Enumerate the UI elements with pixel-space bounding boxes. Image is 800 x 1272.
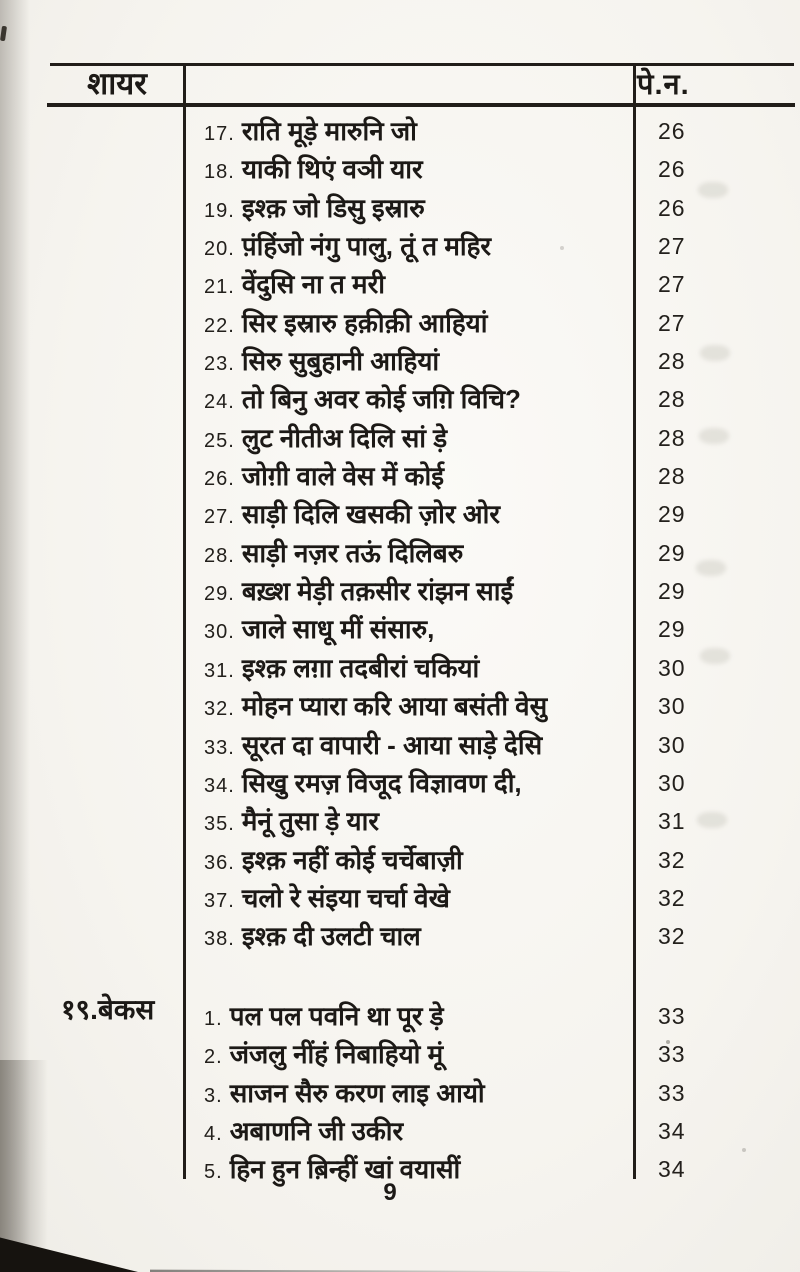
entry-number: 3. <box>204 1084 223 1107</box>
entry-title: अबाणनि जी उकीर <box>229 1116 404 1147</box>
entry-title: वेंदुसि ना त मरी <box>241 269 385 300</box>
entry-number: 29. <box>204 583 235 606</box>
entry-page-number: 30 <box>658 654 686 681</box>
entry-page-number: 27 <box>658 233 686 260</box>
entry-number: 35. <box>204 813 235 836</box>
entry-page-number: 29 <box>658 539 686 566</box>
entry-number: 26. <box>204 468 235 491</box>
entry-page-number: 33 <box>658 1079 686 1106</box>
entry-number: 36. <box>204 851 235 874</box>
entry-page-number: 29 <box>658 616 686 643</box>
toc-row <box>0 112 800 150</box>
entry-title: याकी थिएं वञी यार <box>241 154 423 185</box>
toc-row <box>0 1074 800 1112</box>
entry-page-number: 30 <box>658 731 686 758</box>
toc-row <box>0 917 800 955</box>
entry-title: सिरु सुबुहानी आहियां <box>241 346 440 377</box>
scan-edge-shadow <box>150 1266 570 1272</box>
entry-page-number: 26 <box>658 156 686 183</box>
toc-entries-section-2 <box>0 997 800 1189</box>
entry-page-number: 28 <box>658 348 686 375</box>
entry-number: 33. <box>204 736 235 759</box>
entry-number: 30. <box>204 621 235 644</box>
entry-page-number: 26 <box>658 194 686 221</box>
entry-number: 21. <box>204 276 235 299</box>
entry-page-number: 32 <box>658 884 686 911</box>
entry-number: 24. <box>204 391 235 414</box>
toc-row <box>0 802 800 840</box>
entry-page-number: 29 <box>658 501 686 528</box>
toc-row <box>0 150 800 188</box>
entry-number: 22. <box>204 314 235 337</box>
entry-title: इश्क़ जो डिसु इस्रारु <box>241 192 425 223</box>
entry-number: 27. <box>204 506 235 529</box>
entry-number: 37. <box>204 889 235 912</box>
entry-page-number: 30 <box>658 693 686 720</box>
toc-row <box>0 687 800 725</box>
entry-number: 34. <box>204 774 235 797</box>
column-header-poet: शायर <box>87 66 147 101</box>
entry-number: 5. <box>204 1161 223 1184</box>
entry-number: 20. <box>204 238 235 261</box>
entry-page-number: 30 <box>658 769 686 796</box>
toc-row <box>0 879 800 917</box>
entry-number: 2. <box>204 1046 223 1069</box>
toc-row <box>0 265 800 303</box>
toc-row <box>0 189 800 227</box>
entry-page-number: 28 <box>658 463 686 490</box>
entry-page-number: 28 <box>658 386 686 413</box>
page-curl-shadow <box>0 1230 150 1272</box>
entry-number: 19. <box>204 199 235 222</box>
entry-title: राति मूड़े मारुनि जो <box>241 116 417 146</box>
entry-title: मैनूं तुसा ड़े यार <box>241 806 379 837</box>
entry-page-number: 32 <box>658 846 686 873</box>
toc-row <box>0 1035 800 1073</box>
entry-page-number: 32 <box>658 923 686 950</box>
entry-title: इश्क़ दी उलटी चाल <box>241 921 421 952</box>
entry-title: तो बिनु अवर कोई जग़ि विचि? <box>241 384 521 415</box>
entry-number: 32. <box>204 698 235 721</box>
entry-number: 17. <box>204 123 235 145</box>
entry-page-number: 31 <box>658 808 686 835</box>
entry-title: हिन हुन ब़िन्हीं खां वयासीं <box>229 1154 461 1185</box>
toc-row <box>0 304 800 342</box>
toc-row <box>0 610 800 648</box>
toc-row <box>0 419 800 457</box>
table-header-rule <box>47 103 795 107</box>
entry-number: 18. <box>204 161 235 184</box>
entry-title: साड़ी दिलि खसकी ज़ोर ओर <box>241 499 501 530</box>
entry-title: जोग़ी वाले वेस में कोई <box>241 461 444 492</box>
toc-row <box>0 764 800 802</box>
entry-title: सिखु रमज़ विजूद विज्ञावण दी, <box>241 767 522 798</box>
stray-ink-mark <box>0 26 7 42</box>
entry-title: सूरत दा वापारी - आया साड़े देसि <box>241 729 543 760</box>
entry-title: पल पल पवनि था पूर ड़े <box>229 1001 444 1031</box>
column-header-page-number: पे.न. <box>637 69 690 101</box>
entry-title: इश्क़ नहीं कोई चर्चेबाज़ी <box>241 844 463 875</box>
entry-page-number: 26 <box>658 118 686 144</box>
entry-page-number: 27 <box>658 271 686 298</box>
toc-row <box>0 227 800 265</box>
entry-title: जाले साधू मीं संसारु, <box>241 614 435 645</box>
entry-number: 4. <box>204 1123 223 1146</box>
entry-page-number: 33 <box>658 1041 686 1068</box>
toc-row <box>0 342 800 380</box>
entry-title: चलो रे संइया चर्चा वेखे <box>241 882 450 913</box>
entry-page-number: 34 <box>658 1118 686 1145</box>
entry-page-number: 34 <box>658 1156 686 1183</box>
entry-title: जंजलु नींहं निबाहियो मूं <box>229 1039 444 1070</box>
toc-row <box>0 997 800 1035</box>
entry-title: इश्क़ लग़ा तदबीरां चकियां <box>241 652 480 683</box>
entry-number: 25. <box>204 429 235 452</box>
toc-row <box>0 1112 800 1150</box>
entry-title: बख़्श मेड़ी तक़सीर रांझन साईं <box>241 576 514 607</box>
toc-row <box>0 726 800 764</box>
toc-row <box>0 495 800 533</box>
entry-number: 31. <box>204 659 235 682</box>
toc-row <box>0 534 800 572</box>
entry-number: 28. <box>204 544 235 567</box>
entry-page-number: 27 <box>658 309 686 336</box>
toc-row <box>0 380 800 418</box>
entry-title: मोहन प्यारा करि आया बसंती वेसु <box>241 691 548 722</box>
entry-number: 38. <box>204 928 235 951</box>
entry-page-number: 28 <box>658 424 686 451</box>
toc-row <box>0 572 800 610</box>
poet-section-label: १९.बेकस <box>61 994 155 1025</box>
toc-row <box>0 457 800 495</box>
entry-title: लुट नीतीअ दिलि सां ड़े <box>241 422 448 453</box>
entry-page-number: 33 <box>658 1003 686 1029</box>
page-footer-number: 9 <box>383 1179 397 1206</box>
entry-number: 23. <box>204 353 235 376</box>
toc-entries-section-1 <box>0 112 800 956</box>
entry-title: साजन सैरु करण लाइ आयो <box>229 1077 485 1108</box>
toc-row <box>0 841 800 879</box>
entry-page-number: 29 <box>658 578 686 605</box>
toc-row <box>0 649 800 687</box>
entry-title: प़ंहिंजो नंगु पालु, तूं त महिर <box>241 231 492 262</box>
entry-title: साड़ी नज़र तऊं दिलिबरु <box>241 537 464 568</box>
entry-number: 1. <box>204 1008 223 1030</box>
entry-title: सिर इस्रारु हक़ीक़ी आहियां <box>241 307 488 338</box>
